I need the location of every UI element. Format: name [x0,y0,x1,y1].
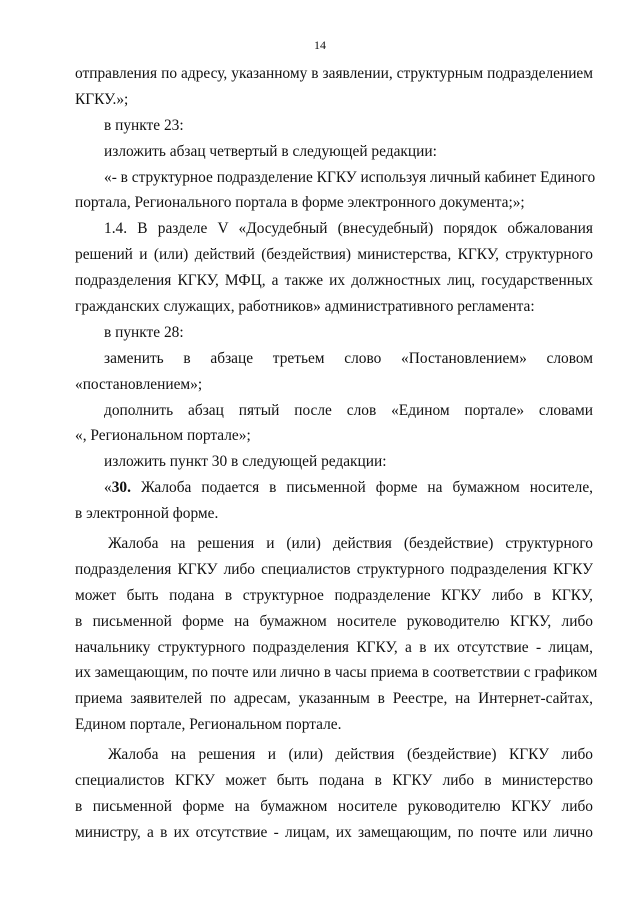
text-line: изложить пункт 30 в следующей редакции: [104,453,387,471]
text-line: КГКУ.»; [75,90,129,108]
text-line: в электронной форме. [75,505,219,523]
text-line: «- в структурное подразделение КГКУ используя личный кабинет Единого [104,168,596,186]
text-line: «30. Жалоба подается в письменной форме на бумажном носителе, [104,479,593,497]
text-line: их замещающим, по почте или лично в часы приема в соответствии с графиком [75,664,598,682]
text-line: «постановлением»; [75,375,203,393]
text-line: решений и (или) действий (бездействия) министерства, КГКУ, структурного [75,246,593,264]
text-line: специалистов КГКУ может быть подана в КГКУ либо в министерство [75,772,593,790]
text-line: подразделения КГКУ либо специалистов структурного подразделения КГКУ [75,560,593,578]
text-line: министру, а в их отсутствие - лицам, их замещающим, по почте или лично [75,823,593,841]
text-line: начальнику структурного подразделения КГКУ, а в их отсутствие - лицам, [75,638,593,656]
text-line: Жалоба на решения и (или) действия (бездействие) структурного [108,535,593,553]
text-line: дополнить абзац пятый после слов «Едином портале» словами [104,401,593,419]
text-line: приема заявителей по адресам, указанным в Реестре, на Интернет-сайтах, [75,690,593,708]
document-body [75,61,598,846]
text-line: «, Региональном портале»; [75,427,251,445]
text-line: может быть подана в структурное подразделение КГКУ либо в КГКУ, [75,586,593,604]
text-line: 1.4. В разделе V «Досудебный (внесудебный) порядок обжалования [104,220,593,238]
text-line: Едином портале, Региональном портале. [75,716,342,734]
page-number: 14 [314,38,326,52]
text-line: в письменной форме на бумажном носителе руководителю КГКУ либо [75,797,593,815]
text-line: Жалоба на решения и (или) действия (бездействие) КГКУ либо [108,746,593,764]
text-line: в пункте 28: [104,323,184,341]
text-line: портала, Регионального портала в форме электронного документа;»; [75,194,525,212]
text-line: гражданских служащих, работников» административного регламента: [75,298,535,316]
text-line: изложить абзац четвертый в следующей редакции: [104,142,437,160]
text-line: заменить в абзаце третьем слово «Постановлением» словом [104,349,593,367]
text-line: отправления по адресу, указанному в заявлении, структурным подразделением [75,65,593,82]
text-line: в письменной форме на бумажном носителе руководителю КГКУ, либо [75,612,593,630]
text-line: подразделения КГКУ, МФЦ, а также их должностных лиц, государственных [75,272,593,290]
text-line: в пункте 23: [104,116,184,134]
